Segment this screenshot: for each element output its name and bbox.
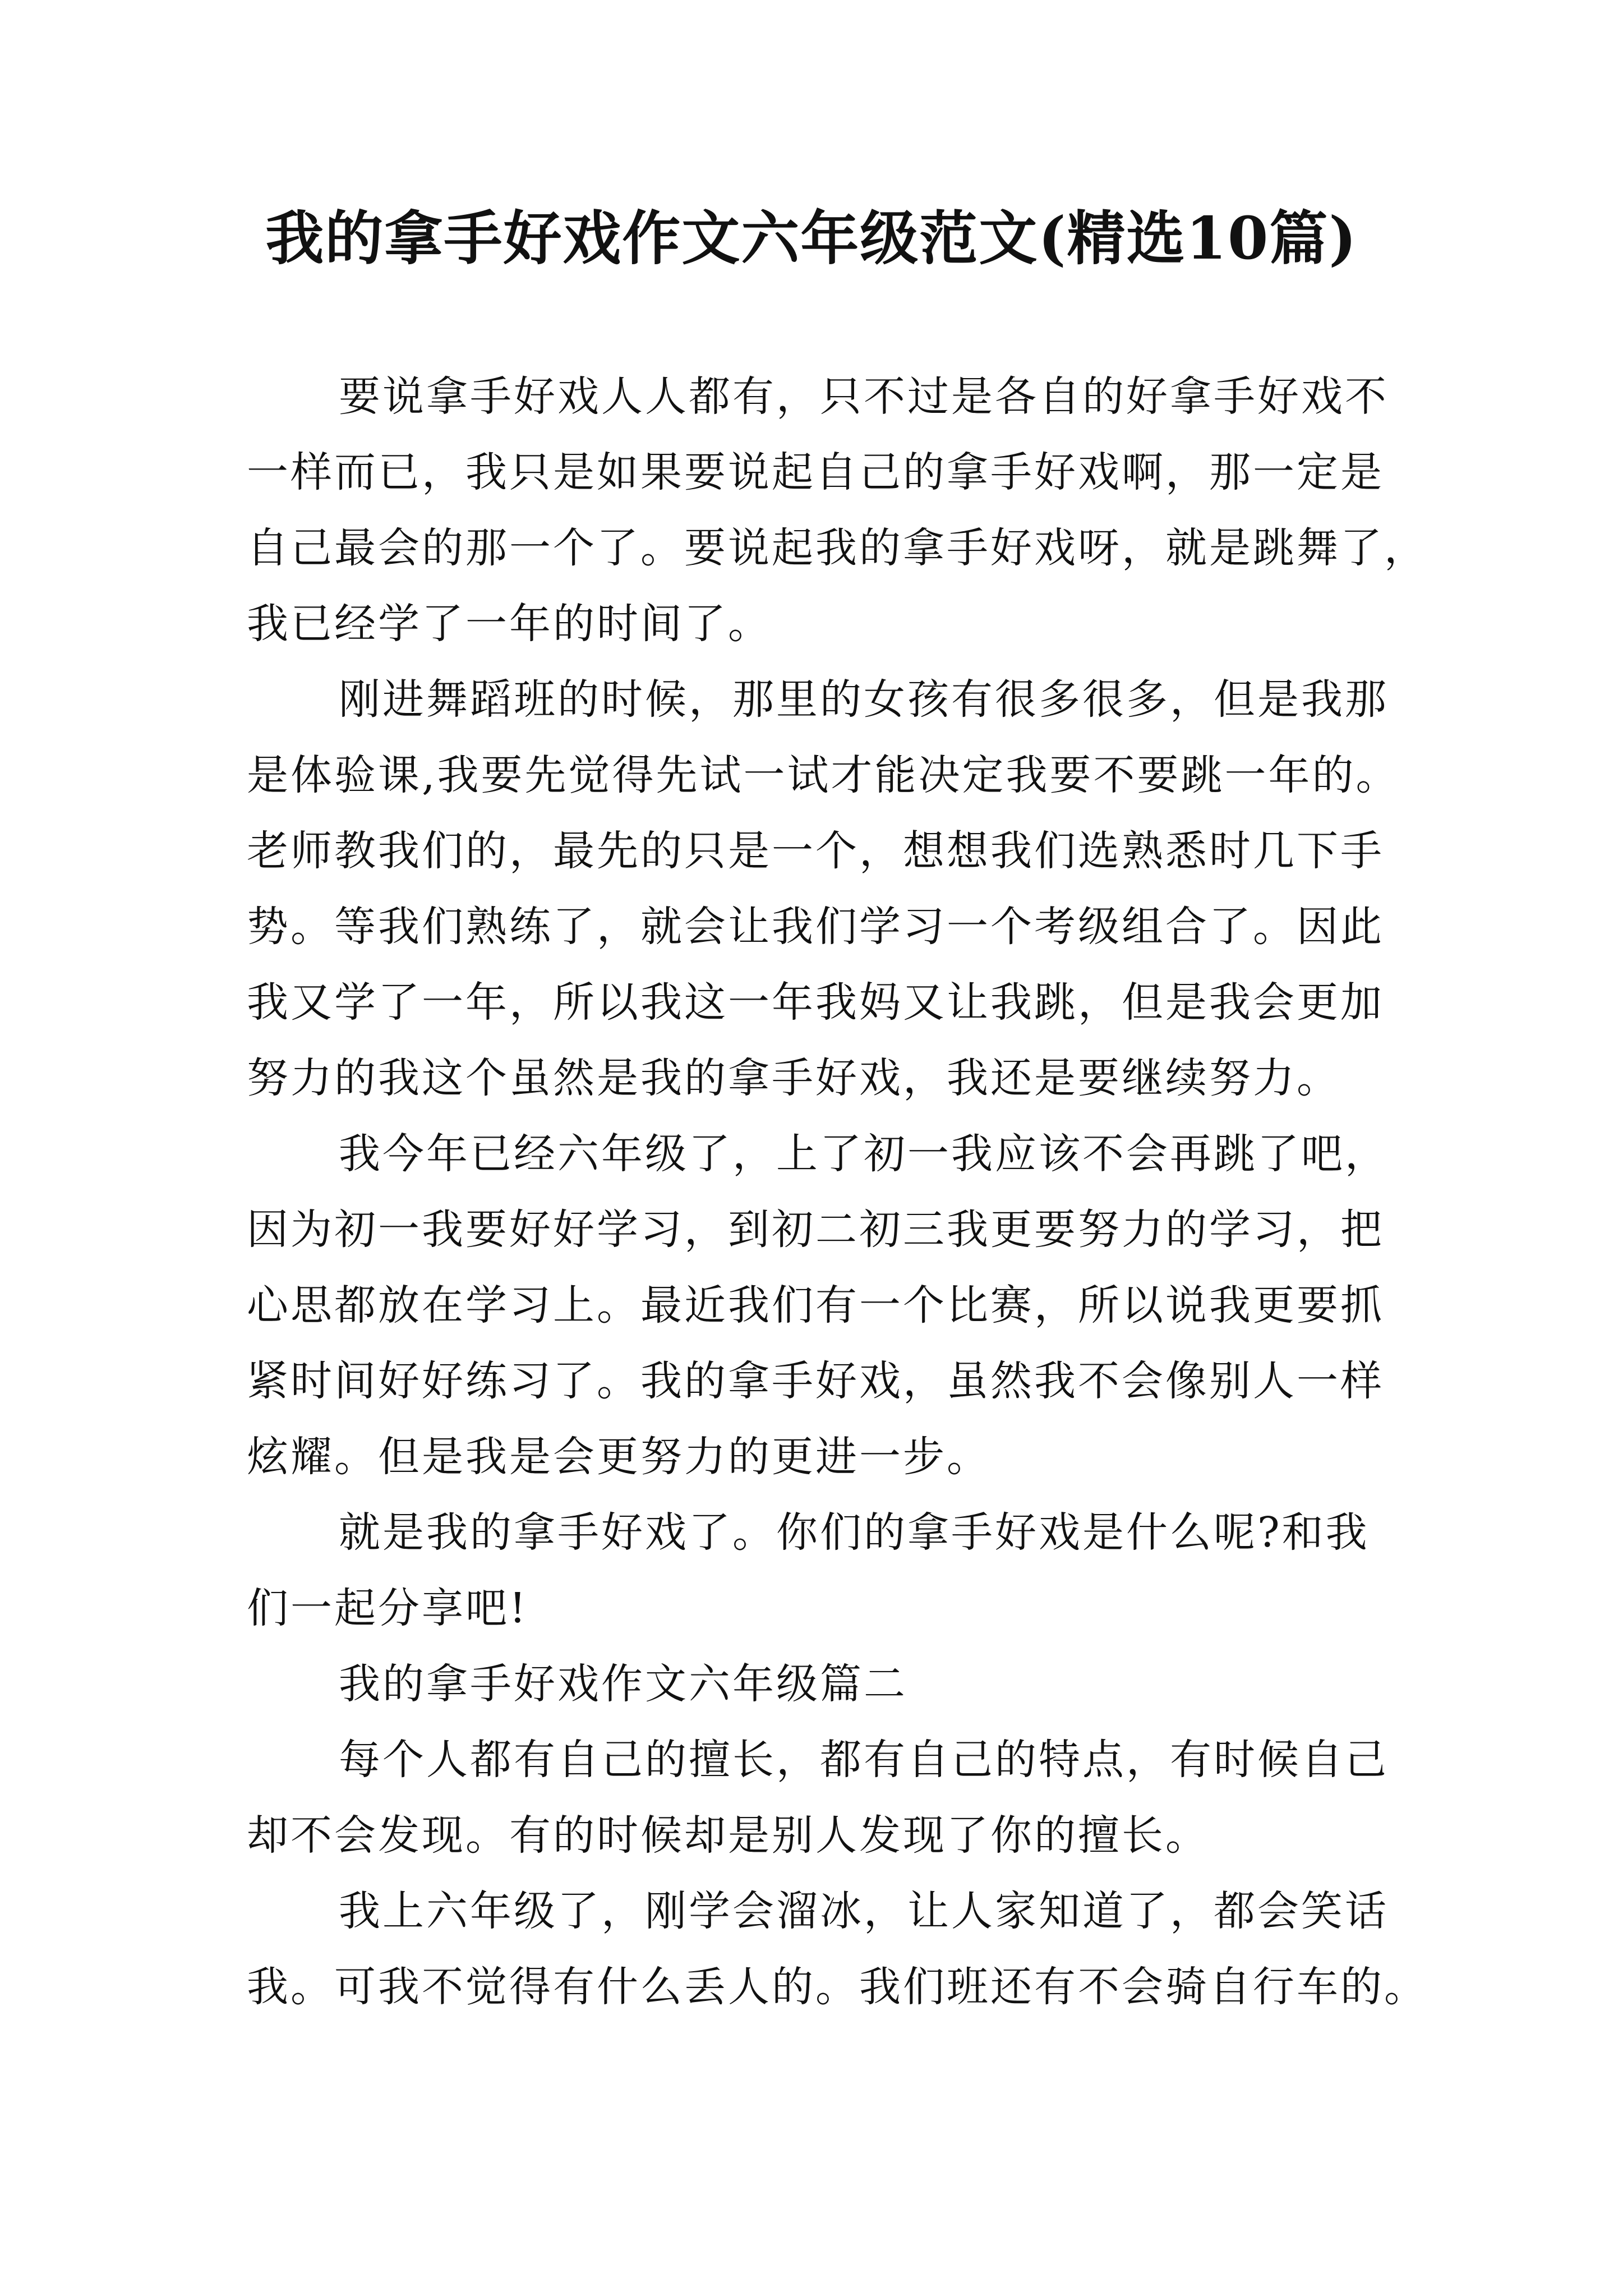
text-line: 我又学了一年，所以我这一年我妈又让我跳，但是我会更加 — [247, 978, 1384, 1027]
text-line: 自己最会的那一个了。要说起我的拿手好戏呀，就是跳舞了， — [247, 524, 1428, 572]
text-line: 我。可我不觉得有什么丢人的。我们班还有不会骑自行车的。 — [247, 1963, 1428, 2011]
document-title: 我的拿手好戏作文六年级范文(精选10篇) — [265, 204, 1358, 273]
text-line: 我的拿手好戏作文六年级篇二 — [339, 1660, 907, 1708]
text-line: 就是我的拿手好戏了。你们的拿手好戏是什么呢?和我 — [339, 1508, 1370, 1557]
text-line: 势。等我们熟练了，就会让我们学习一个考级组合了。因此 — [247, 903, 1384, 951]
text-line: 一样而已，我只是如果要说起自己的拿手好戏啊，那一定是 — [247, 448, 1384, 496]
text-line: 紧时间好好练习了。我的拿手好戏，虽然我不会像别人一样 — [247, 1357, 1384, 1405]
text-line: 每个人都有自己的擅长，都有自己的特点，有时候自己 — [339, 1736, 1389, 1784]
text-line: 老师教我们的，最先的只是一个，想想我们选熟悉时几下手 — [247, 827, 1384, 875]
text-line: 是体验课,我要先觉得先试一试才能决定我要不要跳一年的。 — [247, 751, 1400, 799]
text-line: 我已经学了一年的时间了。 — [247, 600, 772, 648]
text-line: 因为初一我要好好学习，到初二初三我更要努力的学习，把 — [247, 1205, 1384, 1254]
text-line: 刚进舞蹈班的时候，那里的女孩有很多很多，但是我那 — [339, 675, 1389, 724]
text-line: 要说拿手好戏人人都有，只不过是各自的好拿手好戏不 — [339, 372, 1389, 421]
text-line: 炫耀。但是我是会更努力的更进一步。 — [247, 1433, 990, 1481]
document-body — [247, 359, 1428, 2025]
text-line: 却不会发现。有的时候却是别人发现了你的擅长。 — [247, 1811, 1209, 1860]
text-line: 努力的我这个虽然是我的拿手好戏，我还是要继续努力。 — [247, 1054, 1340, 1102]
text-line: 心思都放在学习上。最近我们有一个比赛，所以说我更要抓 — [247, 1281, 1384, 1329]
text-line: 我今年已经六年级了，上了初一我应该不会再跳了吧， — [339, 1130, 1389, 1178]
text-line: 我上六年级了，刚学会溜冰，让人家知道了，都会笑话 — [339, 1887, 1389, 1935]
text-line: 们一起分享吧! — [247, 1584, 528, 1632]
